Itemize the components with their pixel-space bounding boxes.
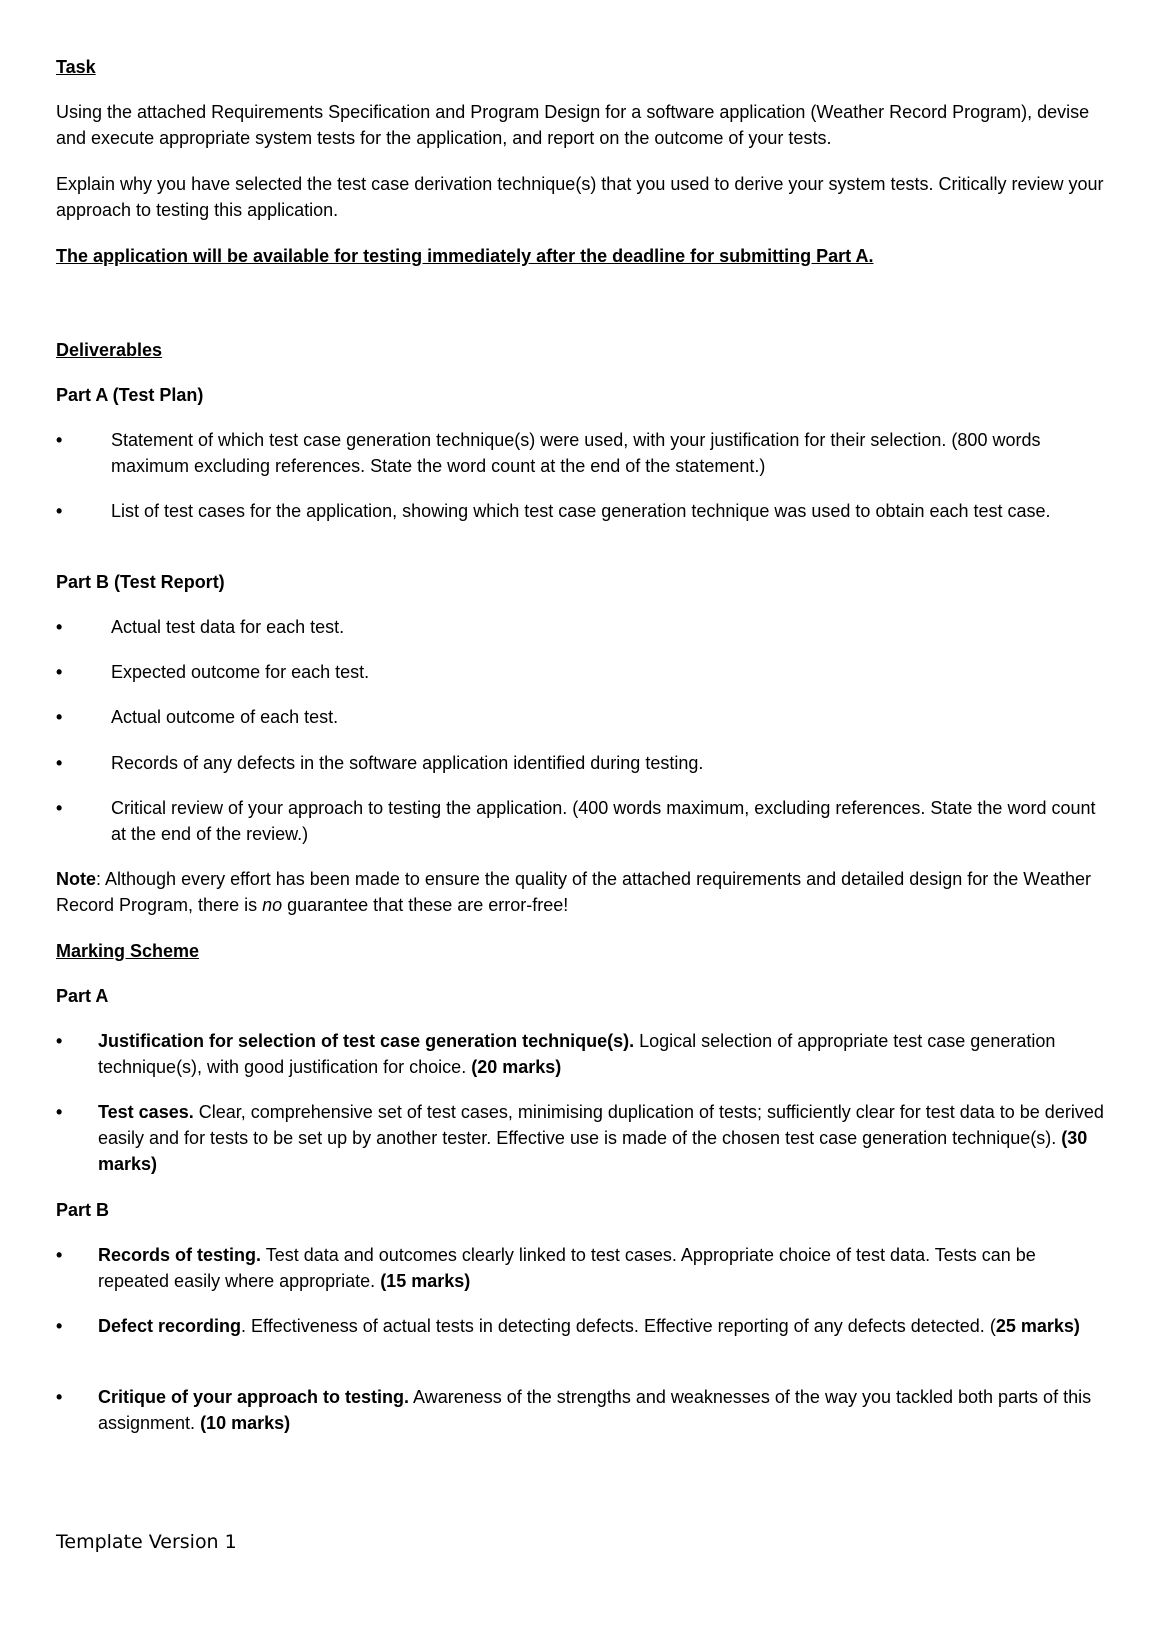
deliverables-part-b-heading: Part B (Test Report): [56, 572, 225, 592]
marking-scheme-heading: Marking Scheme: [56, 941, 200, 961]
bullet-icon: •: [56, 798, 63, 818]
deliverable-b-item-5: Critical review of your approach to testing the application. (400 words maximum, excluding references. State the word count at the end of the review.): [111, 798, 1096, 844]
marking-b-item-1-body: Test data and outcomes clearly linked to test cases. Appropriate choice of test data. Tests can be repeated easily where appropriate.: [98, 1245, 1036, 1291]
marking-b-item-3-title: Critique of your approach to testing.: [98, 1387, 410, 1407]
bullet-icon: •: [56, 1387, 63, 1407]
marking-a-item-2-title: Test cases.: [98, 1102, 194, 1122]
marking-a-item-1-title: Justification for selection of test case generation technique(s).: [98, 1031, 635, 1051]
note-paragraph: [56, 866, 1106, 918]
deliverable-a-item-1: Statement of which test case generation technique(s) were used, with your justification for their selection. (800 words maximum excluding references. State the word count at the end of the statement.): [111, 430, 1041, 476]
deliverable-a-item-2: List of test cases for the application, showing which test case generation technique was used to obtain each test case.: [111, 501, 1051, 521]
bullet-icon: •: [56, 707, 63, 727]
task-heading: Task: [56, 57, 96, 77]
bullet-icon: •: [56, 501, 63, 521]
task-paragraph-2: Explain why you have selected the test case derivation technique(s) that you used to derive your system tests. Critically review your approach to testing this application.: [56, 174, 1104, 220]
note-text-after: guarantee that these are error-free!: [282, 895, 569, 915]
bullet-icon: •: [56, 1316, 63, 1336]
marking-part-a-heading: Part A: [56, 986, 109, 1006]
marking-b-item-1-marks: (15 marks): [380, 1271, 471, 1291]
marking-a-item-2-body: Clear, comprehensive set of test cases, minimising duplication of tests; sufficiently clear for test data to be derived easily and for tests to be set up by another tester. Effective use is made of the chosen test case generation technique(s).: [98, 1102, 1104, 1148]
task-paragraph-1: Using the attached Requirements Specification and Program Design for a software application (Weather Record Program), devise and execute appropriate system tests for the application, and report on the outcome of your tests.: [56, 102, 1090, 148]
deliverables-part-a-heading: Part A (Test Plan): [56, 385, 204, 405]
marking-part-b-heading: Part B: [56, 1200, 110, 1220]
bullet-icon: •: [56, 1031, 63, 1051]
marking-a-item-1-marks: (20 marks): [471, 1057, 562, 1077]
marking-b-item-2-body: . Effectiveness of actual tests in detecting defects. Effective reporting of any defects detected. (: [241, 1316, 996, 1336]
marking-b-item-2-marks: 25 marks): [995, 1316, 1080, 1336]
bullet-icon: •: [56, 1102, 63, 1122]
deliverables-heading: Deliverables: [56, 340, 163, 360]
marking-b-item-3: [98, 1384, 1106, 1436]
marking-b-item-1-title: Records of testing.: [98, 1245, 262, 1265]
marking-a-item-2: [98, 1099, 1106, 1177]
marking-b-item-2-title: Defect recording: [98, 1316, 242, 1336]
marking-b-item-1: [98, 1242, 1106, 1294]
availability-notice: The application will be available for testing immediately after the deadline for submitting Part A.: [56, 246, 874, 266]
marking-a-item-1-body: Logical selection of appropriate test case generation technique(s), with good justification for choice.: [98, 1031, 1056, 1077]
marking-a-item-2-marks: (30 marks): [98, 1128, 1088, 1174]
footer-template-version: Template Version 1: [56, 1531, 237, 1553]
deliverable-b-item-2: Expected outcome for each test.: [111, 662, 370, 682]
bullet-icon: •: [56, 1245, 63, 1265]
bullet-icon: •: [56, 662, 63, 682]
marking-b-item-2: [98, 1313, 1106, 1339]
marking-b-item-3-marks: (10 marks): [200, 1413, 291, 1433]
note-label: Note: [56, 869, 96, 889]
bullet-icon: •: [56, 753, 63, 773]
deliverable-b-item-4: Records of any defects in the software application identified during testing.: [111, 753, 704, 773]
note-emphasis: no: [262, 895, 283, 915]
marking-a-item-1: [98, 1028, 1106, 1080]
bullet-icon: •: [56, 617, 63, 637]
bullet-icon: •: [56, 430, 63, 450]
note-text-before: : Although every effort has been made to ensure the quality of the attached requirements and detailed design for the Weather Record Program, there is: [56, 869, 1091, 915]
deliverable-b-item-1: Actual test data for each test.: [111, 617, 345, 637]
deliverable-b-item-3: Actual outcome of each test.: [111, 707, 339, 727]
marking-b-item-3-body: Awareness of the strengths and weaknesses of the way you tackled both parts of this assignment.: [98, 1387, 1092, 1433]
